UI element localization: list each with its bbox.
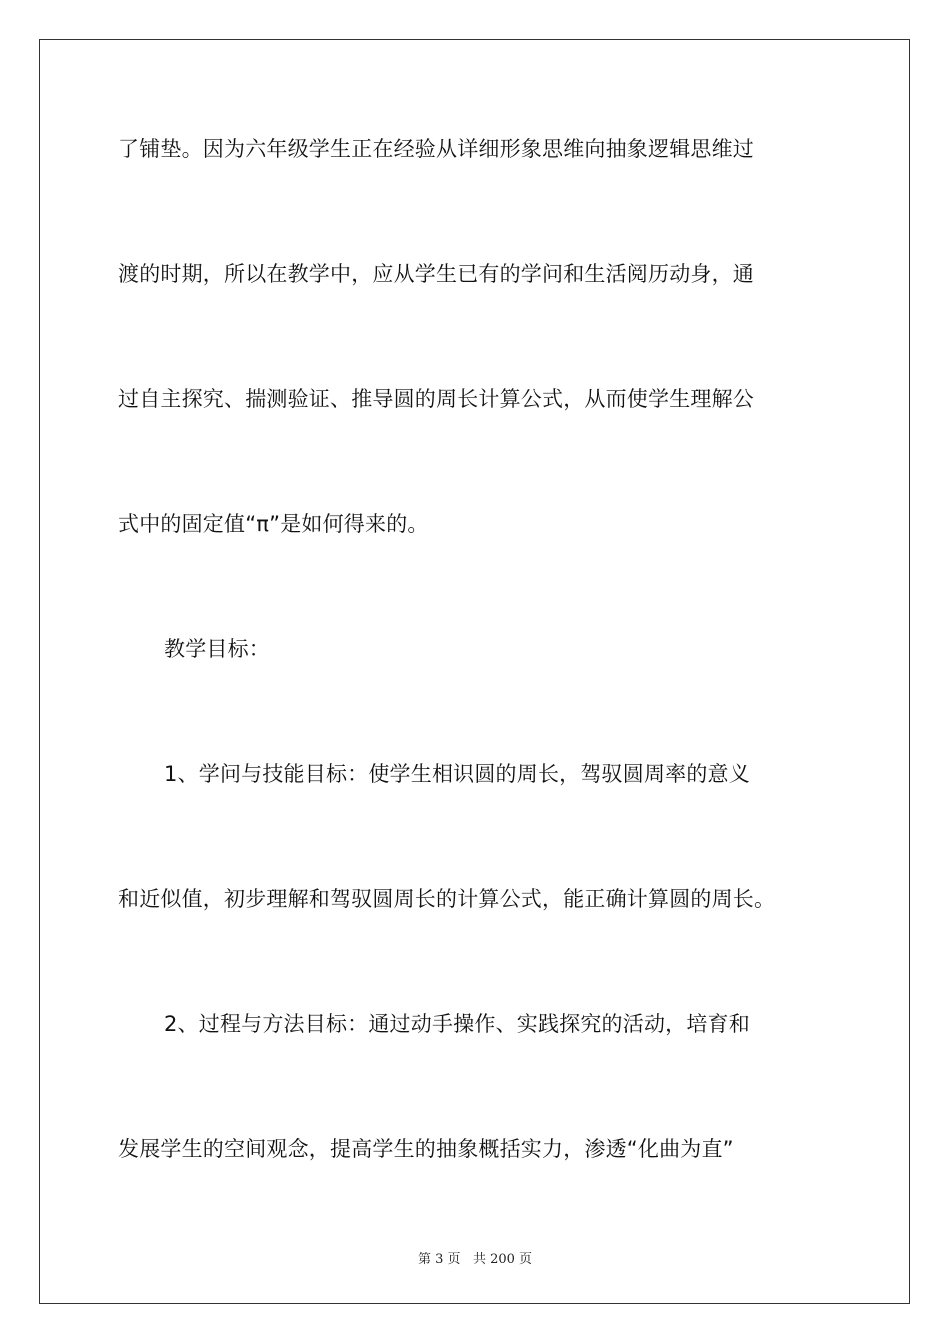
page-border: [39, 39, 910, 1304]
paragraph-line: 了铺垫。因为六年级学生正在经验从详细形象思维向抽象逻辑思维过: [118, 137, 754, 161]
paragraph-line: 和近似值，初步理解和驾驭圆周长的计算公式，能正确计算圆的周长。: [118, 887, 776, 911]
page-footer: [0, 1248, 950, 1267]
page-number: 第 3 页: [417, 1252, 461, 1267]
paragraph-line: 过自主探究、揣测验证、推导圆的周长计算公式，从而使学生理解公: [118, 387, 754, 411]
paragraph-line: 发展学生的空间观念，提高学生的抽象概括实力，渗透“化曲为直”: [118, 1137, 734, 1161]
section-heading: 教学目标：: [164, 637, 270, 661]
paragraph-line: 1、学问与技能目标：使学生相识圆的周长，驾驭圆周率的意义: [164, 762, 750, 786]
paragraph-line: 式中的固定值“π”是如何得来的。: [118, 512, 429, 536]
paragraph-line: 渡的时期，所以在教学中，应从学生已有的学问和生活阅历动身，通: [118, 262, 754, 286]
page-total: 共 200 页: [472, 1252, 533, 1267]
paragraph-line: 2、过程与方法目标：通过动手操作、实践探究的活动，培育和: [164, 1012, 750, 1036]
